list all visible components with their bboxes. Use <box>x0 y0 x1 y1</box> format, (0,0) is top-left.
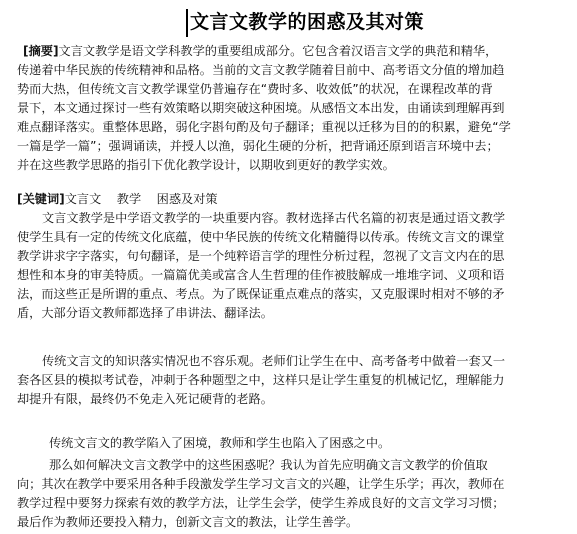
paragraph-1 <box>17 209 570 323</box>
abstract-text: 文言文教学是语文学科教学的重要组成部分。它包含着汉语言文学的典范和精华， <box>58 44 498 58</box>
paragraph-line: 教学过程中要努力探索有效的教学方法，让学生会学，使学生养成良好的文言文学习习惯； <box>17 496 505 510</box>
paragraph-line: 文言文教学是中学语文教学的一块重要内容。教材选择古代名篇的初衷是通过语文教学 <box>42 211 506 225</box>
paragraph-line: 传统文言文的知识落实情况也不容乐观。老师们让学生在中、高考备考中做着一套又一 <box>42 354 506 368</box>
paragraph-line: 想性和本身的审美特质。一篇篇优美或富含人生哲理的佳作被肢解成一堆堆字词、义项和语 <box>17 268 505 282</box>
paragraph-line: 却提升有限，最终仍不免走入死记硬背的老路。 <box>17 392 273 406</box>
abstract-section <box>17 42 570 175</box>
abstract-line: 难点翻译落实。重整体思路，弱化字斟句酌及句子翻译；重视以迁移为目的的积累，避免“学 <box>17 120 511 134</box>
abstract-line: 传递着中华民族的传统精神和品格。当前的文言文教学随着目前中、高考语文分值的增加趋 <box>17 63 505 77</box>
page-title: 文言文教学的困惑及其对策 <box>190 11 425 33</box>
paragraph-line: 向；其次在教学中要采用各种手段激发学生学习文言文的兴趣，让学生乐学；再次，教师在 <box>17 477 505 491</box>
text-cursor <box>186 9 188 37</box>
keywords-label: [关键词] <box>17 192 65 206</box>
paragraph-line: 那么如何解决文言文教学中的这些困惑呢？我认为首先应明确文言文教学的价值取 <box>49 458 488 472</box>
keywords-line <box>17 190 570 209</box>
paragraph-line: 法，而这些正是所谓的重点、考点。为了既保证重点难点的落实，又克服课时相对不够的矛 <box>17 287 505 301</box>
abstract-line: 并在这些教学思路的指引下优化教学设计，以期收到更好的教学实效。 <box>17 158 395 172</box>
paragraph-line: 传统文言文的教学陷入了困境，教师和学生也陷入了困惑之中。 <box>49 436 391 450</box>
paragraph-line: 使学生具有一定的传统文化底蕴，使中华民族的传统文化精髓得以传承。传统文言文的课堂 <box>17 230 505 244</box>
paragraph-line: 最后作为教师还要投入精力，创新文言文的教法，让学生善学。 <box>17 515 359 529</box>
abstract-label: [摘要] <box>23 44 59 58</box>
keywords-text: 文言文 教学 困惑及对策 <box>64 192 218 206</box>
abstract-line: 势而大热，但传统文言文教学课堂仍普遍存在“费时多、收效低”的状况，在课程改革的背 <box>17 82 493 96</box>
paragraph-line: 套各区县的模拟考试卷，冲刺于各种题型之中，这样只是让学生重复的机械记忆，理解能力 <box>17 373 505 387</box>
paragraph-3 <box>17 434 570 453</box>
paragraph-4 <box>17 456 570 532</box>
abstract-line <box>17 42 570 61</box>
abstract-line: 景下，本文通过探讨一些有效策略以期突破这种困境。从感悟文本出发，由诵读到理解再到 <box>17 101 505 115</box>
keywords-section <box>17 190 570 209</box>
paragraph-2 <box>17 352 570 409</box>
title-row <box>0 6 577 38</box>
paragraph-line: 盾，大部分语文教师都选择了串讲法、翻译法。 <box>17 306 273 320</box>
abstract-line: 一篇是学一篇”；强调诵读，并授人以渔，弱化生硬的分析，把背诵还原到语言环境中去； <box>17 139 499 153</box>
paragraph-line: 教学讲求字字落实，句句翻译，是一个纯粹语言学的理性分析过程，忽视了文言文内在的思 <box>17 249 505 263</box>
